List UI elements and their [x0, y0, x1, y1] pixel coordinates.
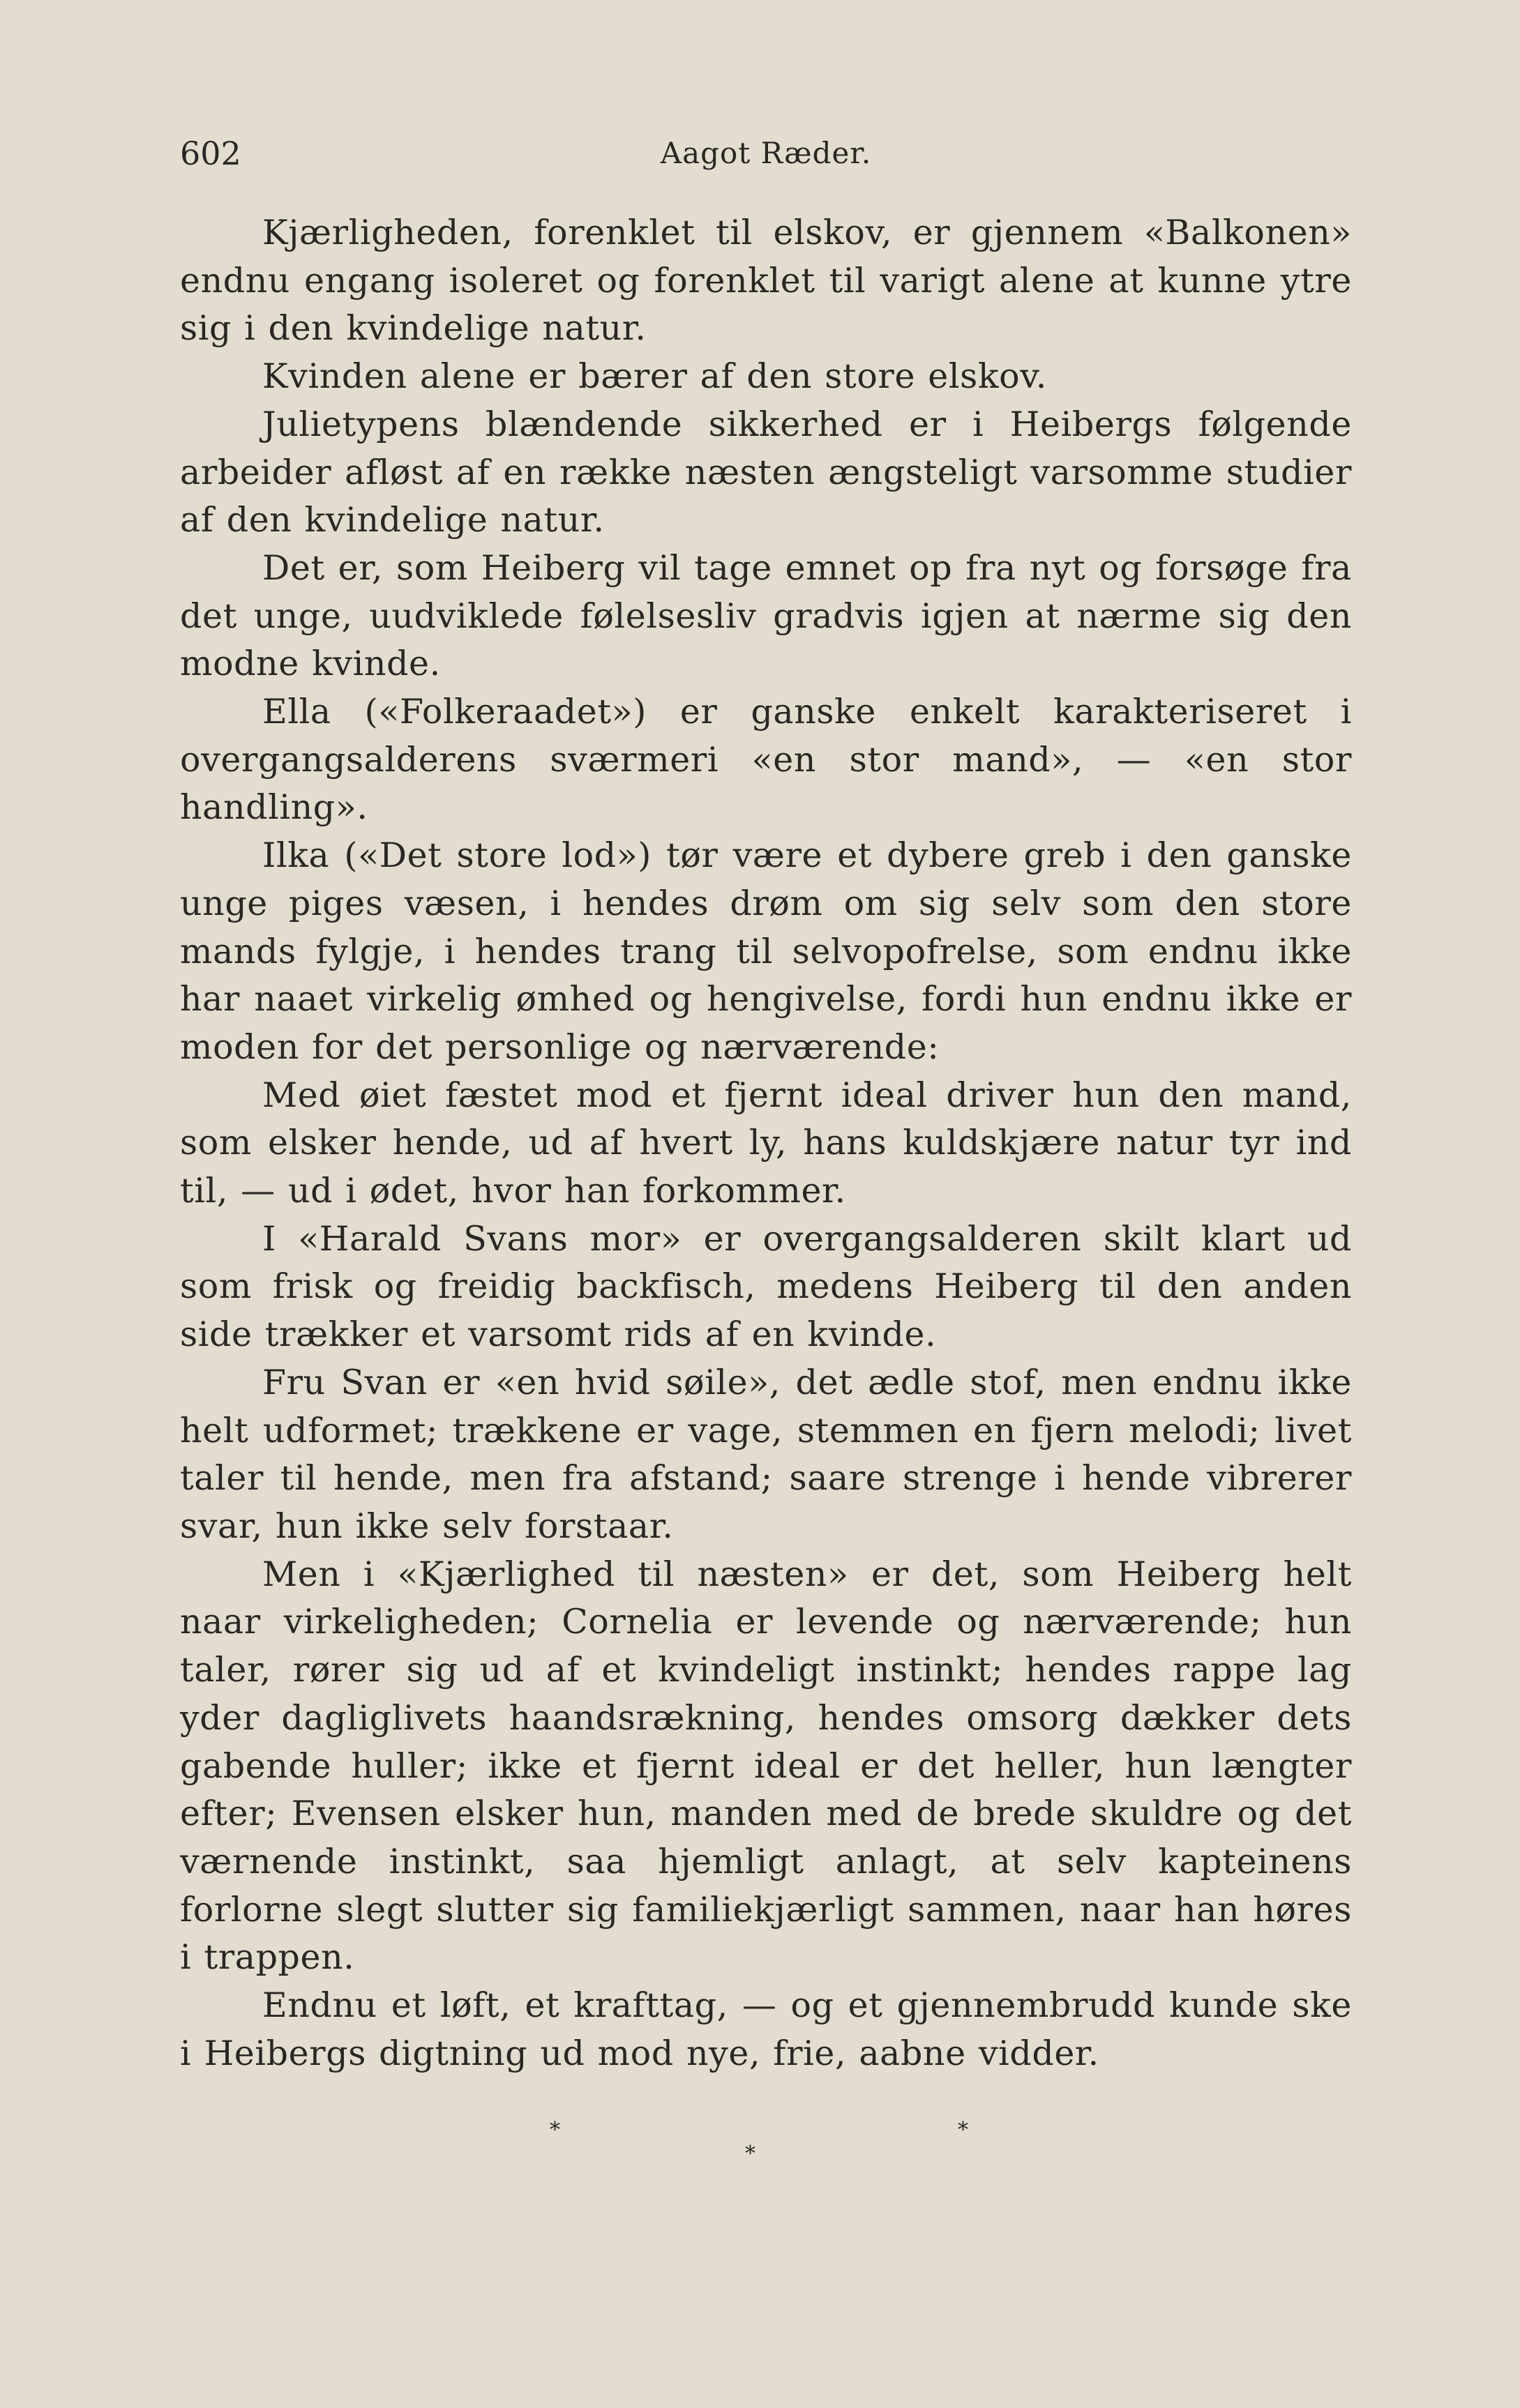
asterisk-ornament-left: * — [550, 2118, 560, 2142]
paragraph: Kvinden alene er bærer af den store elskov. — [262, 356, 1047, 397]
paragraph: Men i «Kjærlighed til næsten» er det, som Heiberg helt naar virkeligheden; Cornelia er levende og nærværende; hun taler, rører sig ud af et kvindeligt instinkt; hendes rappe lag yder dagliglivets haandsrækning, hendes omsorg dækker dets gabende huller; ikke et fjernt ideal er det heller, hun længter efter; Evensen elsker hun, manden med de brede skuldre og det værnende instinkt, saa hjemligt anlagt, at selv kapteinens forlorne slegt slutter sig familiekjærligt sammen, naar han høres i trappen. — [180, 1554, 1352, 1978]
paragraph: Det er, som Heiberg vil tage emnet op fra nyt og forsøge fra det unge, uudviklede følelsesliv gradvis igjen at nærme sig den modne kvinde. — [180, 547, 1352, 684]
paragraph: Ella («Folkeraadet») er ganske enkelt karakteriseret i overgangsalderens sværmeri «en stor mand», — «en stor handling». — [180, 692, 1352, 828]
running-head: Aagot Ræder. — [660, 136, 872, 170]
body-text — [180, 209, 1352, 2077]
paragraph: Kjærligheden, forenklet til elskov, er gjennem «Balkonen» endnu engang isoleret og forenklet til varigt alene at kunne ytre sig i den kvindelige natur. — [180, 213, 1352, 349]
paragraph: Ilka («Det store lod») tør være et dybere greb i den ganske unge piges væsen, i hendes drøm om sig selv som den store mands fylgje, i hendes trang til selvopofrelse, som endnu ikke har naaet virkelig ømhed og hengivelse, fordi hun endnu ikke er moden for det personlige og nærværende: — [180, 835, 1352, 1067]
asterisk-ornament-right: * — [958, 2118, 968, 2142]
page-number: 602 — [180, 135, 241, 172]
paragraph: Julietypens blændende sikkerhed er i Heibergs følgende arbeider afløst af en række næsten ængsteligt varsomme studier af den kvindelige natur. — [180, 404, 1352, 540]
paragraph: I «Harald Svans mor» er overgangsalderen skilt klart ud som frisk og freidig backfisch, medens Heiberg til den anden side trækker et varsomt rids af en kvinde. — [180, 1218, 1352, 1355]
paragraph: Med øiet fæstet mod et fjernt ideal driver hun den mand, som elsker hende, ud af hvert ly, hans kuldskjære natur tyr ind til, — ud i ødet, hvor han forkommer. — [180, 1075, 1352, 1211]
paragraph: Fru Svan er «en hvid søile», det ædle stof, men endnu ikke helt udformet; trækkene er vage, stemmen en fjern melodi; livet taler til hende, men fra afstand; saare strenge i hende vibrerer svar, hun ikke selv forstaar. — [180, 1362, 1352, 1546]
asterisk-ornament-center: * — [745, 2142, 755, 2166]
section-ornament — [180, 2120, 1352, 2183]
paragraph: Endnu et løft, et krafttag, — og et gjennembrudd kunde ske i Heibergs digtning ud mod nye, frie, aabne vidder. — [180, 1985, 1352, 2073]
page-header — [180, 132, 1352, 181]
